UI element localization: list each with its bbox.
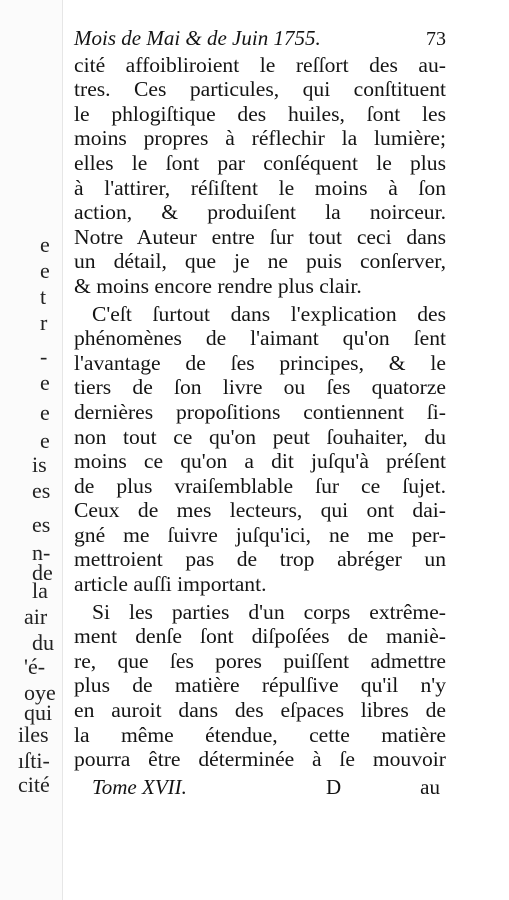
paragraph-1 (74, 53, 446, 299)
facing-page-fragment: du (32, 630, 54, 655)
text-line: moins propres à réflechir la lumière; (74, 126, 446, 151)
facing-page-fragment: t (40, 284, 47, 309)
page-footer (74, 775, 446, 800)
book-page (74, 26, 446, 799)
text-line: moins ce qu'on a dit juſqu'à préſent (74, 449, 446, 474)
text-line: re, que ſes pores puiſſent admettre (74, 648, 446, 673)
paragraph-2 (74, 302, 446, 597)
catchword: au (420, 774, 440, 799)
facing-page-fragment: e (40, 258, 50, 283)
facing-page-fragment: cité (18, 772, 50, 797)
text-line: de plus vraiſemblable ſur ce ſujet. (74, 473, 446, 498)
text-line: Notre Auteur entre ſur tout ceci dans (74, 224, 446, 249)
facing-page-fragment: e (40, 400, 50, 425)
text-line: le phlogiſtique des huiles, ſont les (74, 101, 446, 126)
facing-page-fragment: e (40, 428, 50, 453)
text-line: Ceux de mes lecteurs, qui ont dai- (74, 498, 446, 523)
text-line: la même étendue, cette matière (74, 722, 446, 747)
text-line: action, & produiſent la noirceur. (74, 200, 446, 225)
text-line: tiers de ſon livre ou ſes quatorze (74, 375, 446, 400)
text-line: dernières propoſitions contiennent ſi- (74, 399, 446, 424)
facing-page-fragment: - (40, 344, 48, 369)
facing-page-fragment: la (32, 578, 48, 603)
body-text (74, 53, 446, 772)
facing-page-fragment: air (24, 604, 48, 629)
facing-page-fragment: iles (18, 722, 49, 747)
text-line: Si les parties d'un corps extrême- (92, 599, 446, 624)
text-line: tres. Ces particules, qui conſtituent (74, 77, 446, 102)
facing-page-fragment: qui (24, 700, 53, 725)
text-line: ment denſe ſont diſpoſées de maniè- (74, 624, 446, 649)
text-line: non tout ce qu'on peut ſouhaiter, du (74, 424, 446, 449)
text-line: cité affoibliroient le reſſort des au- (74, 52, 446, 77)
paragraph-3 (74, 600, 446, 772)
text-line: l'avantage de ſes principes, & le (74, 350, 446, 375)
facing-page-fragment: 'é- (24, 654, 46, 679)
facing-page-fragment: r (40, 310, 48, 335)
running-title: Mois de Mai & de Juin 1755. (74, 26, 321, 50)
text-line: phénomènes de l'aimant qu'on ſent (74, 326, 446, 351)
volume-label: Tome XVII. (92, 774, 187, 799)
facing-page-fragment: es (32, 478, 51, 503)
text-line: pourra être déterminée à ſe mouvoir (74, 747, 446, 772)
text-line: plus de matière répulſive qu'il n'y (74, 673, 446, 698)
running-head (74, 26, 446, 52)
signature-mark: D (325, 774, 342, 799)
text-line: article auſſi important. (74, 572, 267, 597)
facing-page-fragment: n- (32, 540, 51, 565)
facing-page-fragment: is (32, 452, 47, 477)
text-line: gné me ſuivre juſqu'ici, ne me per- (74, 522, 446, 547)
facing-page-fragment: ıſti- (18, 748, 50, 773)
facing-page-fragment: de (32, 560, 53, 585)
text-line: à l'attirer, réſiſtent le moins à ſon (74, 175, 446, 200)
text-line: C'eſt ſurtout dans l'explication des (92, 301, 446, 326)
text-line: en auroit dans des eſpaces libres de (74, 698, 446, 723)
facing-page-fragment: e (40, 232, 50, 257)
facing-page-fragment: oye (24, 680, 56, 705)
facing-page-fragment: es (32, 512, 51, 537)
text-line: un détail, que je ne puis conſerver, (74, 249, 446, 274)
facing-page-edge (0, 0, 63, 900)
page-number: 73 (426, 28, 446, 50)
text-line: mettroient pas de trop abréger un (74, 547, 446, 572)
text-line: & moins encore rendre plus clair. (74, 273, 362, 298)
facing-page-fragment: e (40, 370, 50, 395)
text-line: elles le ſont par conſéquent le plus (74, 150, 446, 175)
